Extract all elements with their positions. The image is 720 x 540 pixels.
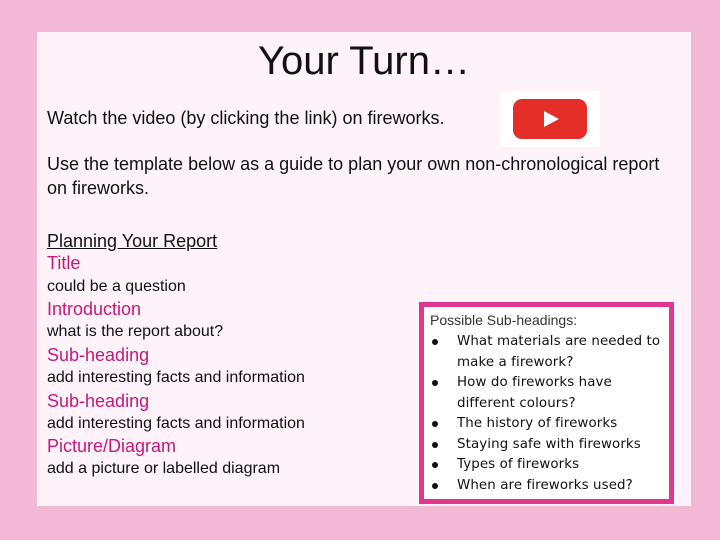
plan-hint-subheading-2: add interesting facts and information (47, 415, 305, 432)
subheadings-box (419, 302, 674, 504)
list-item: Types of fireworks (430, 455, 666, 476)
plan-hint-introduction: what is the report about? (47, 323, 224, 340)
planning-heading: Planning Your Report (47, 231, 218, 251)
plan-label-title: Title (47, 253, 81, 273)
video-instruction: Watch the video (by clicking the link) on fireworks. (47, 108, 445, 128)
play-icon (544, 111, 559, 127)
plan-label-introduction: Introduction (47, 299, 142, 319)
plan-label-picture: Picture/Diagram (47, 436, 177, 456)
list-item: When are fireworks used? (430, 476, 666, 497)
bullet-icon (432, 483, 438, 489)
slide (37, 32, 691, 506)
plan-hint-title: could be a question (47, 278, 186, 295)
plan-label-subheading-2: Sub-heading (47, 391, 150, 411)
list-item: Staying safe with fireworks (430, 435, 666, 456)
bullet-icon (432, 442, 438, 448)
plan-hint-subheading-1: add interesting facts and information (47, 369, 305, 386)
plan-hint-picture: add a picture or labelled diagram (47, 460, 281, 477)
video-link-button[interactable] (513, 99, 587, 139)
bullet-icon (432, 421, 438, 427)
slide-title: Your Turn… (258, 39, 470, 83)
template-instruction: Use the template below as a guide to plan your own non-chronological report on fireworks. (47, 154, 660, 198)
bullet-icon (432, 380, 438, 386)
subheadings-box-heading: Possible Sub-headings: (430, 312, 578, 328)
bullet-icon (432, 462, 438, 468)
list-item: The history of fireworks (430, 414, 666, 435)
youtube-play-icon[interactable] (500, 91, 600, 147)
list-item: How do fireworks have different colours? (430, 373, 666, 414)
bullet-icon (432, 339, 438, 345)
subheadings-list (430, 332, 666, 496)
list-item: What materials are needed to make a firework? (430, 332, 666, 373)
plan-label-subheading-1: Sub-heading (47, 345, 150, 365)
